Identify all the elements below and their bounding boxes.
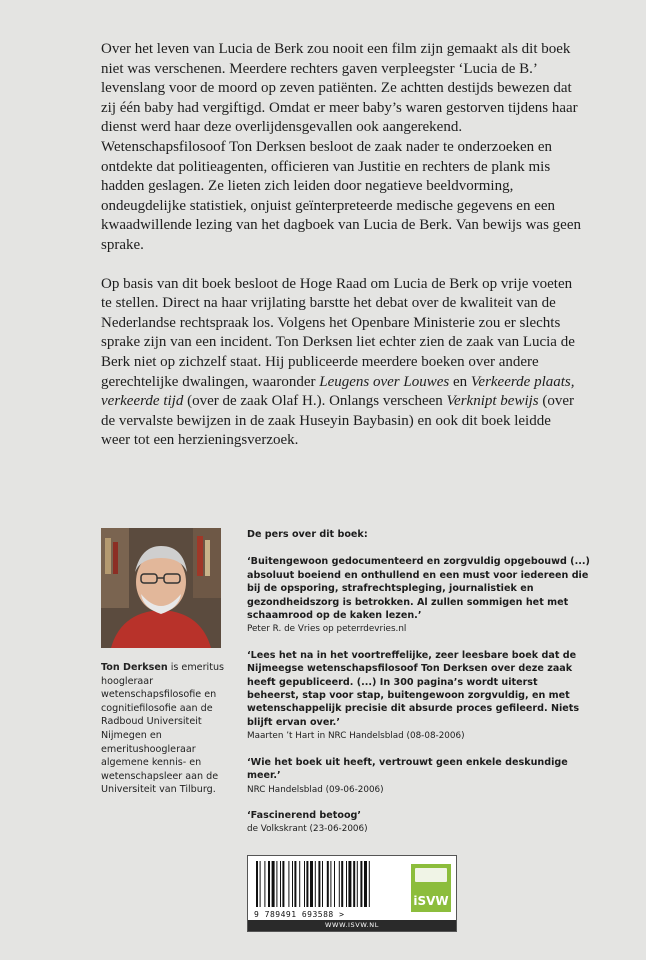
- back-cover-blurb: [101, 40, 581, 470]
- press-source: Maarten ’t Hart in NRC Handelsblad (08-08-2006): [247, 731, 465, 742]
- press-quote-item: [247, 649, 592, 744]
- barcode-bar: [264, 861, 265, 907]
- barcode-bar: [306, 861, 308, 907]
- barcode-bar: [304, 861, 305, 907]
- book-title: Verknipt bewijs: [446, 393, 539, 410]
- book-title: Leugens over Louwes: [319, 373, 450, 390]
- barcode-bar: [282, 861, 284, 907]
- barcode-bar: [327, 861, 329, 907]
- press-source: NRC Handelsblad (09-06-2006): [247, 784, 384, 795]
- publisher-logo-text: iSVW: [413, 894, 449, 908]
- press-quote-item: [247, 809, 592, 837]
- press-heading: De pers over dit boek:: [247, 529, 368, 540]
- barcode-bar: [276, 861, 277, 907]
- barcode-bar: [369, 861, 370, 907]
- press-source: de Volkskrant (23-06-2006): [247, 824, 368, 835]
- barcode-bar: [292, 861, 293, 907]
- barcode-image: [254, 861, 408, 909]
- barcode-bar: [360, 861, 362, 907]
- barcode-bar: [294, 861, 296, 907]
- author-bio: [101, 661, 231, 797]
- barcode-bar: [280, 861, 281, 907]
- press-quote: ‘Buitengewoon gedocumenteerd en zorgvuldig opgebouwd (...) absoluut boeiend en onthullend en een must voor iedereen die bij de opsporing, strafrechtspleging, journalistiek en gezondheidszorg is betrokken. Al zullen sommigen het met schaamrood op de kaken lezen.’: [247, 556, 590, 622]
- isbn-number: 9 789491 693588: [254, 910, 334, 919]
- blurb-paragraph-2: [101, 275, 581, 451]
- press-source: Peter R. de Vries op peterrdevries.nl: [247, 624, 407, 635]
- barcode-bar: [268, 861, 270, 907]
- blurb-text: (over de vervalste bewijzen in de zaak Huseyin Baybasin) en ook dit boek leidde weer tot een herzieningsverzoek.: [101, 393, 575, 449]
- press-quote: ‘Lees het na in het voortreffelijke, zeer leesbare boek dat de Nijmeegse wetenschapsfilosoof Ton Derksen over deze zaak heeft gepubliceerd. (...) In 300 pagina’s wordt uiterst beheerst, stap voor stap, buitengewoon zorgvuldig, en met wetenschappelijk precisie dit absurde proces gefileerd. Niets blijft ervan over.’: [247, 649, 580, 728]
- publisher-url: WWW.ISVW.NL: [248, 920, 456, 931]
- barcode-bar: [334, 861, 335, 907]
- isbn-addon: >: [339, 910, 345, 919]
- barcode-bar: [353, 861, 355, 907]
- barcode-bar: [322, 861, 323, 907]
- author-photo: [101, 528, 221, 648]
- book-title: Verkeerde plaats, verkeerde tijd: [101, 373, 575, 410]
- blurb-text: (over de zaak Olaf H.). Onlangs verscheen: [183, 393, 447, 410]
- barcode-bar: [272, 861, 275, 907]
- barcode-bar: [315, 861, 316, 907]
- barcode-bar: [346, 861, 347, 907]
- press-quote-item: [247, 756, 592, 797]
- barcode-bar: [357, 861, 358, 907]
- press-quote-item: [247, 555, 592, 636]
- blurb-paragraph-1: Over het leven van Lucia de Berk zou nooit een film zijn gemaakt als dit boek niet was verschenen. Meerdere rechters gaven verpleegster ‘Lucia de B.’ levenslang voor de moord op zeven patiënten. Ze achtten destijds bewezen dat zij één baby had vergiftigd. Omdat er meer baby’s waren gestorven tijdens haar dienst werd haar deze overlijdensgevallen ook aangerekend. Wetenschapsfilosoof Ton Derksen besloot de zaak nader te onderzoeken en ontdekte dat politieagenten, officieren van Justitie en rechters de plank mis hadden geslagen. Ze lieten zich leiden door negatieve beeldvorming, ondeugdelijke statistiek, onjuist geïnterpreteerde medische gegevens en een kwaadwillende lezing van het dagboek van Lucia de Berk. Van bewijs was geen sprake.: [101, 41, 581, 253]
- isbn-barcode-panel: [247, 855, 457, 932]
- barcode-bar: [339, 861, 340, 907]
- press-quote: ‘Fascinerend betoog’: [247, 809, 362, 821]
- barcode-bar: [318, 861, 320, 907]
- barcode-bar: [288, 861, 289, 907]
- press-quote: ‘Wie het boek uit heeft, vertrouwt geen enkele deskundige meer.’: [247, 756, 568, 782]
- press-reviews: [247, 528, 592, 849]
- barcode-bar: [299, 861, 300, 907]
- barcode-bar: [348, 861, 351, 907]
- logo-shape: [415, 868, 447, 882]
- author-bio-text: is emeritus hoogleraar wetenschapsfilosofie en cognitiefilosofie aan de Radboud Universiteit Nijmegen en emeritushoogleraar algemene kennis- en wetenschapsleer aan de Universiteit van Tilburg.: [101, 662, 225, 796]
- barcode-bar: [330, 861, 331, 907]
- barcode-bar: [310, 861, 313, 907]
- barcode-bar: [341, 861, 343, 907]
- blurb-text: en: [449, 373, 471, 390]
- barcode-bar: [256, 861, 258, 907]
- blurb-text: Op basis van dit boek besloot de Hoge Raad om Lucia de Berk op vrije voeten te stellen. Direct na haar vrijlating barstte het debat over de kwaliteit van de Nederlandse rechtspraak los. Volgens het Openbare Ministerie zou er slechts sprake zijn van een incident. Ton Derksen liet echter zien de zaak van Lucia de Berk niet op zichzelf staat. Hij publiceerde meerdere boeken over andere gerechtelijke dwalingen, waaronder: [101, 275, 575, 390]
- barcode-bar: [260, 861, 261, 907]
- publisher-logo: [411, 864, 451, 912]
- barcode-bar: [364, 861, 367, 907]
- author-name: Ton Derksen: [101, 662, 168, 673]
